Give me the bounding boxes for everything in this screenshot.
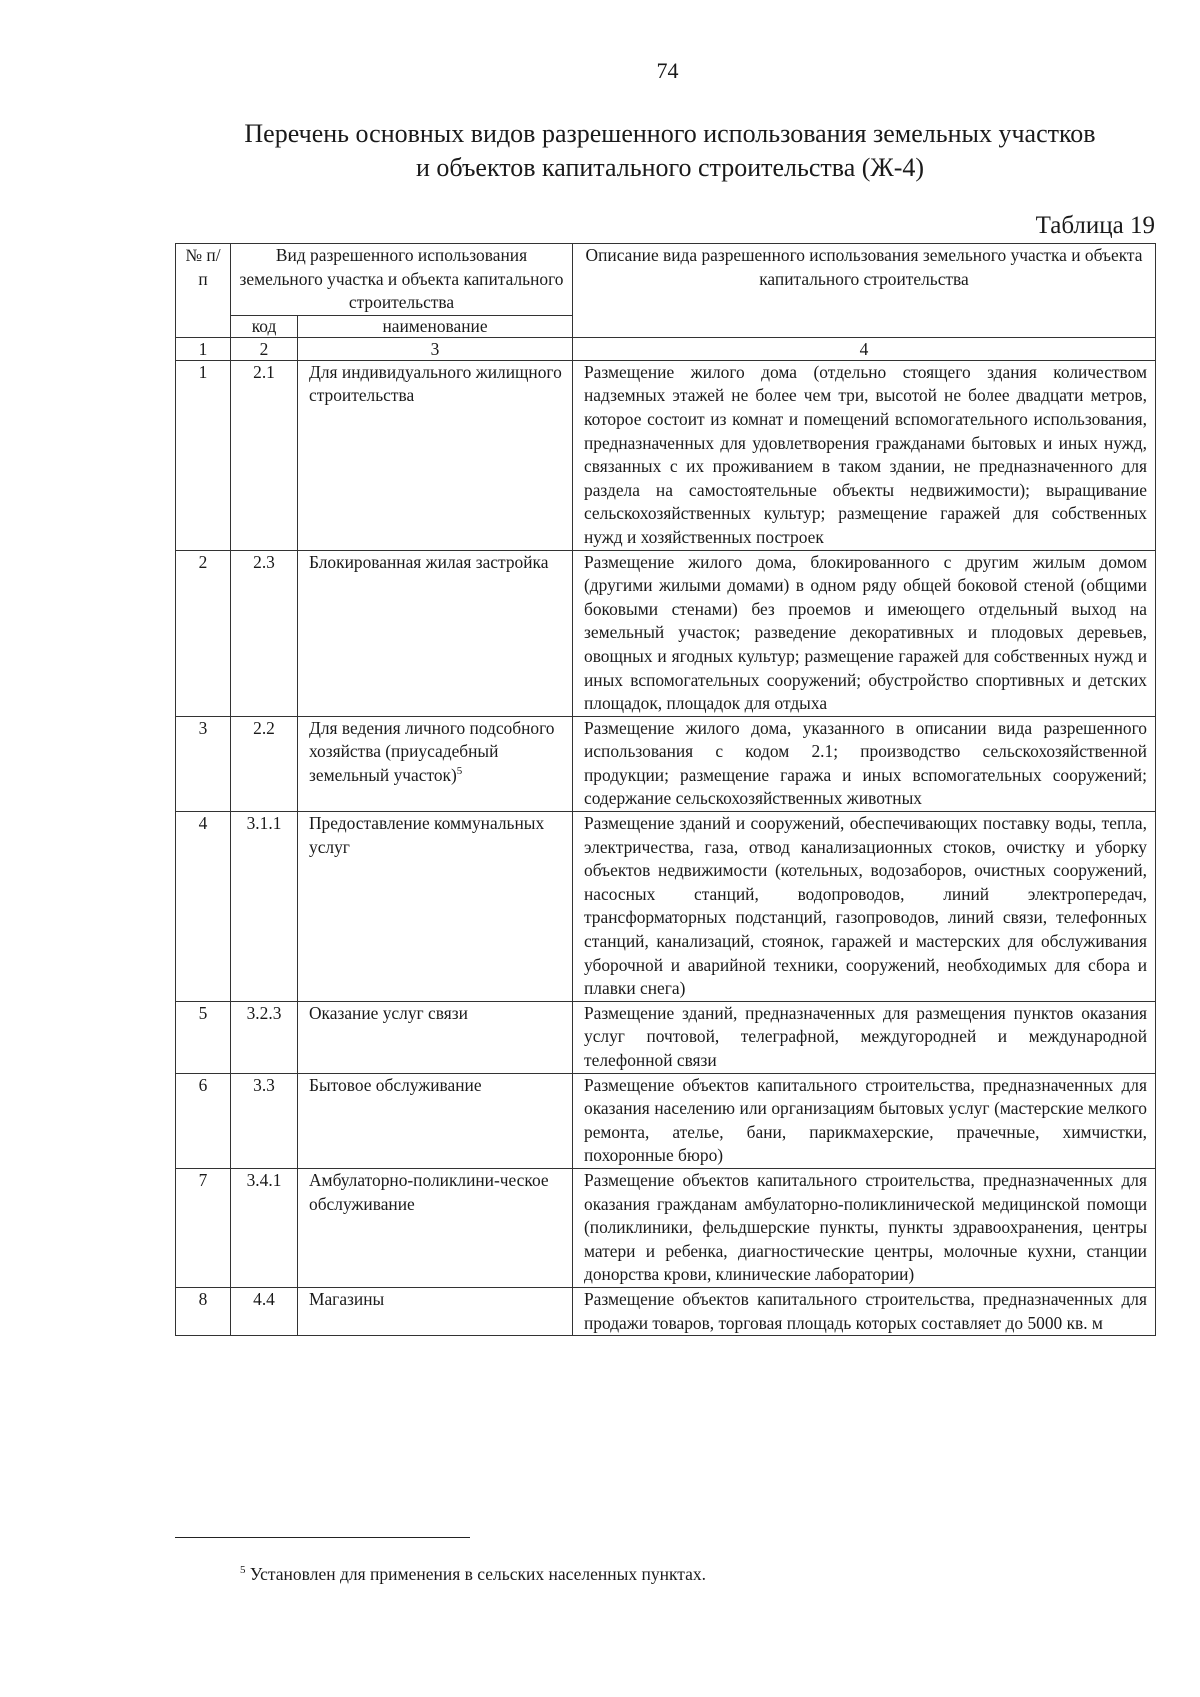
column-number-4: 4 <box>573 337 1156 360</box>
use-description: Размещение жилого дома, блокированного с другим жилым домом (другими жилыми домами) в одном ряду общей боковой стеной (общими боковыми стенами) без проемов и имеющего отдельный выход на земельный участок; разведение декоративных и плодовых деревьев, овощных и ягодных культур; размещение гаражей для собственных нужд и иных вспомогательных сооружений; обустройство спортивных и детских площадок, площадок для отдыха <box>573 550 1156 716</box>
use-code: 2.3 <box>231 550 298 716</box>
table-body <box>176 360 1156 1335</box>
use-description: Размещение жилого дома (отдельно стоящего здания количеством надземных этажей не более чем три, высотой не более двадцати метров, которое состоит из комнат и помещений вспомогательного использования, предназначенных для удовлетворения гражданами бытовых и иных нужд, связанных с их проживанием в таком здании, не предназначенного для раздела на самостоятельные объекты недвижимости); выращивание сельскохозяйственных культур; размещение гаражей для собственных нужд и хозяйственных построек <box>573 360 1156 550</box>
permitted-use-table <box>175 243 1156 1336</box>
table-row <box>176 1001 1156 1073</box>
footnote-divider <box>175 1537 470 1538</box>
row-number: 6 <box>176 1073 231 1168</box>
use-description: Размещение объектов капитального строительства, предназначенных для оказания населению или организациям бытовых услуг (мастерские мелкого ремонта, ателье, бани, парикмахерские, прачечные, химчистки, похоронные бюро) <box>573 1073 1156 1168</box>
use-code: 4.4 <box>231 1287 298 1335</box>
use-code: 2.1 <box>231 360 298 550</box>
header-num: № п/п <box>176 244 231 338</box>
use-name: Для индивидуального жилищного строительства <box>298 360 573 550</box>
row-number: 4 <box>176 812 231 1002</box>
use-name: Магазины <box>298 1287 573 1335</box>
use-name: Амбулаторно-поликлини-ческое обслуживание <box>298 1168 573 1287</box>
document-title <box>180 117 1160 185</box>
row-number: 3 <box>176 716 231 811</box>
use-name: Для ведения личного подсобного хозяйства (приусадебный земельный участок)$^5$ <box>298 716 573 811</box>
table-header <box>176 244 1156 361</box>
table-row <box>176 1168 1156 1287</box>
use-name: Бытовое обслуживание <box>298 1073 573 1168</box>
use-code: 3.1.1 <box>231 812 298 1002</box>
column-number-2: 2 <box>231 337 298 360</box>
use-name: Предоставление коммунальных услуг <box>298 812 573 1002</box>
header-name: наименование <box>298 315 573 337</box>
use-code: 3.3 <box>231 1073 298 1168</box>
row-number: 5 <box>176 1001 231 1073</box>
table-row <box>176 1073 1156 1168</box>
use-name: Блокированная жилая застройка <box>298 550 573 716</box>
column-number-1: 1 <box>176 337 231 360</box>
table-row <box>176 812 1156 1002</box>
use-name: Оказание услуг связи <box>298 1001 573 1073</box>
header-code: код <box>231 315 298 337</box>
footnote-reference: 5 <box>456 765 463 778</box>
table-row <box>176 550 1156 716</box>
header-type-group: Вид разрешенного использования земельного участка и объекта капитального строительства <box>231 244 573 316</box>
page-number: 74 <box>656 58 679 83</box>
column-number-3: 3 <box>298 337 573 360</box>
header-description: Описание вида разрешенного использования земельного участка и объекта капитального строительства <box>573 244 1156 338</box>
use-description: Размещение объектов капитального строительства, предназначенных для оказания гражданам амбулаторно-поликлинической медицинской помощи (поликлиники, фельдшерские пункты, пункты здравоохранения, центры матери и ребенка, диагностические центры, молочные кухни, станции донорства крови, клинические лаборатории) <box>573 1168 1156 1287</box>
row-number: 2 <box>176 550 231 716</box>
footnote-text: Установлен для применения в сельских населенных пунктах. <box>249 1564 706 1584</box>
use-description: Размещение объектов капитального строительства, предназначенных для продажи товаров, торговая площадь которых составляет до 5000 кв. м <box>573 1287 1156 1335</box>
row-number: 8 <box>176 1287 231 1335</box>
row-number: 7 <box>176 1168 231 1287</box>
table-caption: Таблица 19 <box>1035 212 1155 239</box>
use-description: Размещение жилого дома, указанного в описании вида разрешенного использования с кодом 2.1; производство сельскохозяйственной продукции; размещение гаража и иных вспомогательных сооружений; содержание сельскохозяйственных животных <box>573 716 1156 811</box>
document-title-line-1: Перечень основных видов разрешенного использования земельных участков <box>244 119 1096 148</box>
table-row <box>176 716 1156 811</box>
use-code: 2.2 <box>231 716 298 811</box>
row-number: 1 <box>176 360 231 550</box>
footnote-marker: 5 <box>240 1564 246 1577</box>
use-description: Размещение зданий и сооружений, обеспечивающих поставку воды, тепла, электричества, газа, отвод канализационных стоков, очистку и уборку объектов недвижимости (котельных, водозаборов, очистных сооружений, насосных станций, водопроводов, линий электропередач, трансформаторных подстанций, газопроводов, линий связи, телефонных станций, канализаций, стоянок, гаражей и мастерских для обслуживания уборочной и аварийной техники, сооружений, необходимых для сбора и плавки снега) <box>573 812 1156 1002</box>
table-row <box>176 360 1156 550</box>
use-description: Размещение зданий, предназначенных для размещения пунктов оказания услуг почтовой, телеграфной, междугородней и международной телефонной связи <box>573 1001 1156 1073</box>
use-code: 3.2.3 <box>231 1001 298 1073</box>
footnote <box>240 1564 706 1585</box>
document-title-line-2: и объектов капитального строительства (Ж-4) <box>415 153 925 182</box>
use-code: 3.4.1 <box>231 1168 298 1287</box>
table-row <box>176 1287 1156 1335</box>
